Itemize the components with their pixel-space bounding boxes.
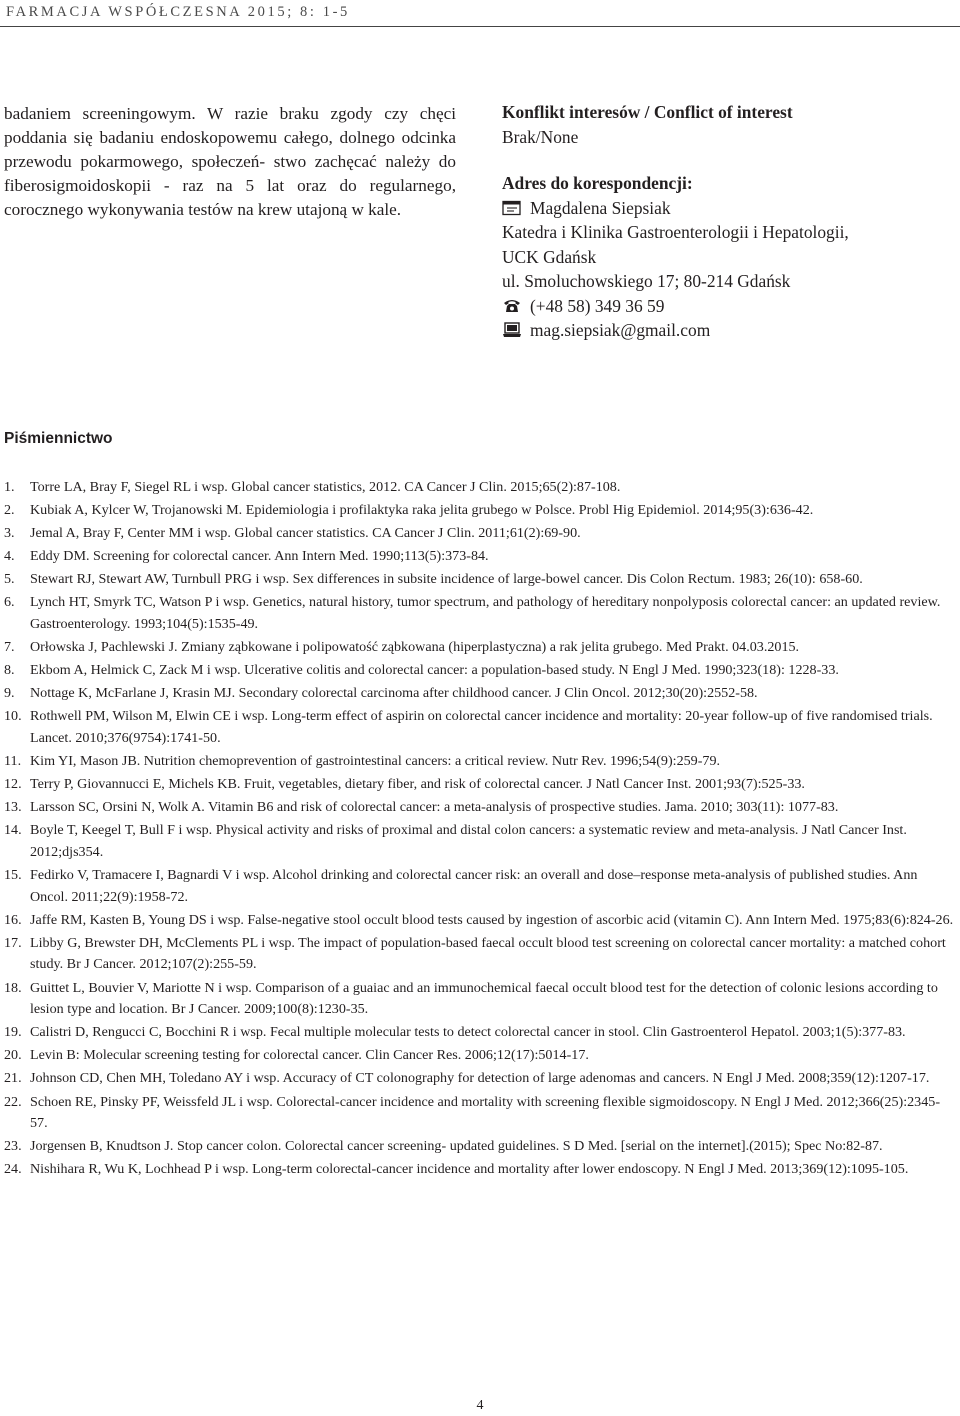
reference-number: 16. (4, 911, 22, 928)
reference-item (4, 1022, 956, 1044)
reference-item (4, 500, 956, 522)
reference-item (4, 660, 956, 682)
reference-item (4, 820, 956, 863)
reference-item (4, 1136, 956, 1158)
body-line: 5 lat oraz do regularnego, corocznego wykonywania (4, 176, 456, 220)
body-paragraph (4, 102, 456, 222)
reference-text: Johnson CD, Chen MH, Toledano AY i wsp. Accuracy of CT colonography for detection of large adenomas and cancers. N Engl J Med. 2008;359(12):1207-17. (30, 1070, 930, 1087)
reference-number: 21. (4, 1070, 22, 1087)
contact-name: Magdalena Siepsiak (530, 197, 671, 218)
reference-number: 23. (4, 1138, 22, 1155)
street-address: ul. Smoluchowskiego 17; 80-214 Gdańsk (502, 271, 791, 291)
reference-item (4, 865, 956, 908)
reference-number: 8. (4, 662, 15, 679)
department-line-2: UCK Gdańsk (502, 246, 597, 267)
reference-text: Libby G, Brewster DH, McClements PL i wsp. The impact of population-based faecal occult blood test screening on colorectal cancer mortality: a matched cohort study. Br J Cancer. 2012;107(2):255-59. (30, 934, 946, 973)
reference-text: Terry P, Giovannucci E, Michels KB. Fruit, vegetables, dietary fiber, and risk of colorectal cancer. J Natl Cancer Inst. 2001;93(7):525-33. (30, 776, 805, 793)
reference-item (4, 1159, 956, 1181)
reference-number: 18. (4, 979, 22, 996)
conflict-heading: Konflikt interesów / Conflict of interest (502, 102, 793, 122)
reference-number: 7. (4, 639, 15, 656)
reference-item (4, 910, 956, 932)
computer-icon (502, 322, 522, 338)
body-line: badaniem screeningowym. W razie braku zgody czy (4, 104, 409, 123)
reference-item (4, 1068, 956, 1090)
reference-text: Kubiak A, Kylcer W, Trojanowski M. Epidemiologia i profilaktyka raka jelita grubego w Polsce. Probl Hig Epidemiol. 2014;95(3):636-42. (30, 502, 814, 519)
reference-number: 20. (4, 1047, 22, 1064)
contact-block (502, 100, 957, 343)
envelope-icon (502, 200, 522, 216)
reference-number: 12. (4, 776, 22, 793)
reference-text: Guittet L, Bouvier V, Mariotte N i wsp. Comparison of a guaiac and an immunochemical faecal occult blood test for the detection of colonic lesions according to lesion type and location. Br J Cancer. 2009;100(8):1230-35. (30, 979, 938, 1018)
reference-number: 22. (4, 1093, 22, 1110)
reference-text: Schoen RE, Pinsky PF, Weissfeld JL i wsp. Colorectal-cancer incidence and mortality with screening flexible sigmoidoscopy. N Engl J Med. 2012;366(25):2345-57. (30, 1093, 941, 1132)
address-heading: Adres do korespondencji: (502, 173, 693, 193)
journal-header: FARMACJA WSPÓŁCZESNA 2015; 8: 1-5 (6, 4, 350, 20)
reference-number: 5. (4, 571, 15, 588)
reference-item (4, 569, 956, 591)
reference-text: Lynch HT, Smyrk TC, Watson P i wsp. Genetics, natural history, tumor spectrum, and pathology of hereditary nonpolyposis colorectal cancer: an updated review. Gastroenterology. 1993;104(5):1535-49. (30, 594, 941, 633)
reference-list (4, 477, 956, 1182)
page-number: 4 (476, 1398, 484, 1413)
phone-number: (+48 58) 349 36 59 (530, 295, 665, 316)
reference-item (4, 1045, 956, 1067)
reference-item (4, 978, 956, 1021)
reference-number: 24. (4, 1161, 22, 1178)
reference-item (4, 751, 956, 773)
reference-item (4, 774, 956, 796)
body-line: stwo zachęcać należy do fiberosigmoidoskopii - raz na (4, 152, 456, 196)
reference-text: Nottage K, McFarlane J, Krasin MJ. Secondary colorectal carcinoma after childhood cancer. J Clin Oncol. 2012;30(20):2552-58. (30, 685, 758, 702)
phone-icon (502, 298, 522, 314)
reference-text: Eddy DM. Screening for colorectal cancer. Ann Intern Med. 1990;113(5):373-84. (30, 548, 489, 565)
reference-number: 14. (4, 822, 22, 839)
reference-number: 4. (4, 548, 15, 565)
contact-name-line (502, 196, 957, 221)
reference-item (4, 523, 956, 545)
reference-item (4, 1092, 956, 1135)
reference-number: 1. (4, 479, 15, 495)
reference-item (4, 706, 956, 749)
reference-number: 17. (4, 934, 22, 951)
reference-item (4, 933, 956, 976)
phone-line (502, 294, 957, 319)
reference-text: Rothwell PM, Wilson M, Elwin CE i wsp. Long-term effect of aspirin on colorectal cancer incidence and mortality: 20-year follow-up of five randomised trials. Lancet. 2010;376(9754):1741-50. (30, 708, 933, 747)
reference-number: 9. (4, 685, 15, 702)
body-line: chęci poddania się badaniu endoskopowemu całego, (4, 104, 457, 148)
reference-number: 15. (4, 867, 22, 884)
reference-text: Nishihara R, Wu K, Lochhead P i wsp. Long-term colorectal-cancer incidence and mortality after lower endoscopy. N Engl J Med. 2013;369(12):1095-105. (30, 1161, 909, 1178)
reference-number: 10. (4, 708, 22, 725)
reference-text: Boyle T, Keegel T, Bull F i wsp. Physical activity and risks of proximal and distal colon cancers: a systematic review and meta-analysis. J Natl Cancer Inst. 2012;djs354. (30, 822, 907, 860)
reference-text: Orłowska J, Pachlewski J. Zmiany ząbkowane i polipowatość ząbkowana (hiperplastyczna) a rak jelita grubego. Med Prakt. 04.03.2015. (30, 639, 800, 656)
reference-text: Jaffe RM, Kasten B, Young DS i wsp. False-negative stool occult blood tests caused by ingestion of ascorbic acid (vitamin C). Ann Intern Med. 1975;83(6):824-26. (30, 911, 954, 928)
reference-text: Torre LA, Bray F, Siegel RL i wsp. Global cancer statistics, 2012. CA Cancer J Clin. 2015;65(2):87-108. (30, 479, 621, 495)
reference-text: Ekbom A, Helmick C, Zack M i wsp. Ulcerative colitis and colorectal cancer: a population-based study. N Engl J Med. 1990;323(18): 1228-33. (30, 662, 839, 679)
email-line (502, 318, 957, 343)
reference-text: Larsson SC, Orsini N, Wolk A. Vitamin B6 and risk of colorectal cancer: a meta-analysis of prospective studies. Jama. 2010; 303(11): 1077-83. (30, 799, 839, 816)
reference-item (4, 797, 956, 819)
reference-text: Levin B: Molecular screening testing for colorectal cancer. Clin Cancer Res. 2006;12(17):5014-17. (30, 1047, 589, 1064)
spacer (502, 149, 957, 171)
reference-item (4, 592, 956, 635)
email-address[interactable]: mag.siepsiak@gmail.com (530, 320, 711, 340)
body-line: testów na krew utajoną w kale. (188, 200, 402, 220)
reference-item (4, 637, 956, 659)
reference-item (4, 477, 956, 499)
reference-number: 13. (4, 799, 22, 816)
references-heading: Piśmiennictwo (4, 430, 113, 447)
department-line-1: Katedra i Klinika Gastroenterologii i Hepatologii, (502, 222, 849, 242)
reference-text: Jemal A, Bray F, Center MM i wsp. Global cancer statistics. CA Cancer J Clin. 2011;61(2):69-90. (30, 525, 581, 542)
body-line: dolnego odcinka przewodu pokarmowego, społeczeń- (4, 128, 457, 172)
reference-number: 2. (4, 502, 15, 519)
reference-text: Stewart RJ, Stewart AW, Turnbull PRG i wsp. Sex differences in subsite incidence of large-bowel cancer. Dis Colon Rectum. 1983; 26(10): 658-60. (30, 571, 863, 588)
header-divider (0, 26, 960, 27)
reference-text: Jorgensen B, Knudtson J. Stop cancer colon. Colorectal cancer screening- updated guidelines. S D Med. [serial on the internet].(2015); Spec No:82-87. (30, 1138, 883, 1155)
reference-text: Kim YI, Mason JB. Nutrition chemoprevention of gastrointestinal cancers: a critical review. Nutr Rev. 1996;54(9):259-79. (30, 753, 721, 770)
reference-item (4, 683, 956, 705)
reference-text: Fedirko V, Tramacere I, Bagnardi V i wsp. Alcohol drinking and colorectal cancer risk: an overall and dose–response meta-analysis of published studies. Ann Oncol. 2011;22(9):1958-72. (30, 867, 918, 905)
reference-number: 6. (4, 594, 15, 611)
reference-text: Calistri D, Rengucci C, Bocchini R i wsp. Fecal multiple molecular tests to detect colorectal cancer in stool. Clin Gastroenterol Hepatol. 2003;1(5):377-83. (30, 1024, 906, 1041)
conflict-value: Brak/None (502, 126, 579, 147)
reference-number: 19. (4, 1024, 22, 1041)
reference-number: 3. (4, 525, 15, 542)
reference-item (4, 546, 956, 568)
reference-number: 11. (4, 753, 22, 770)
